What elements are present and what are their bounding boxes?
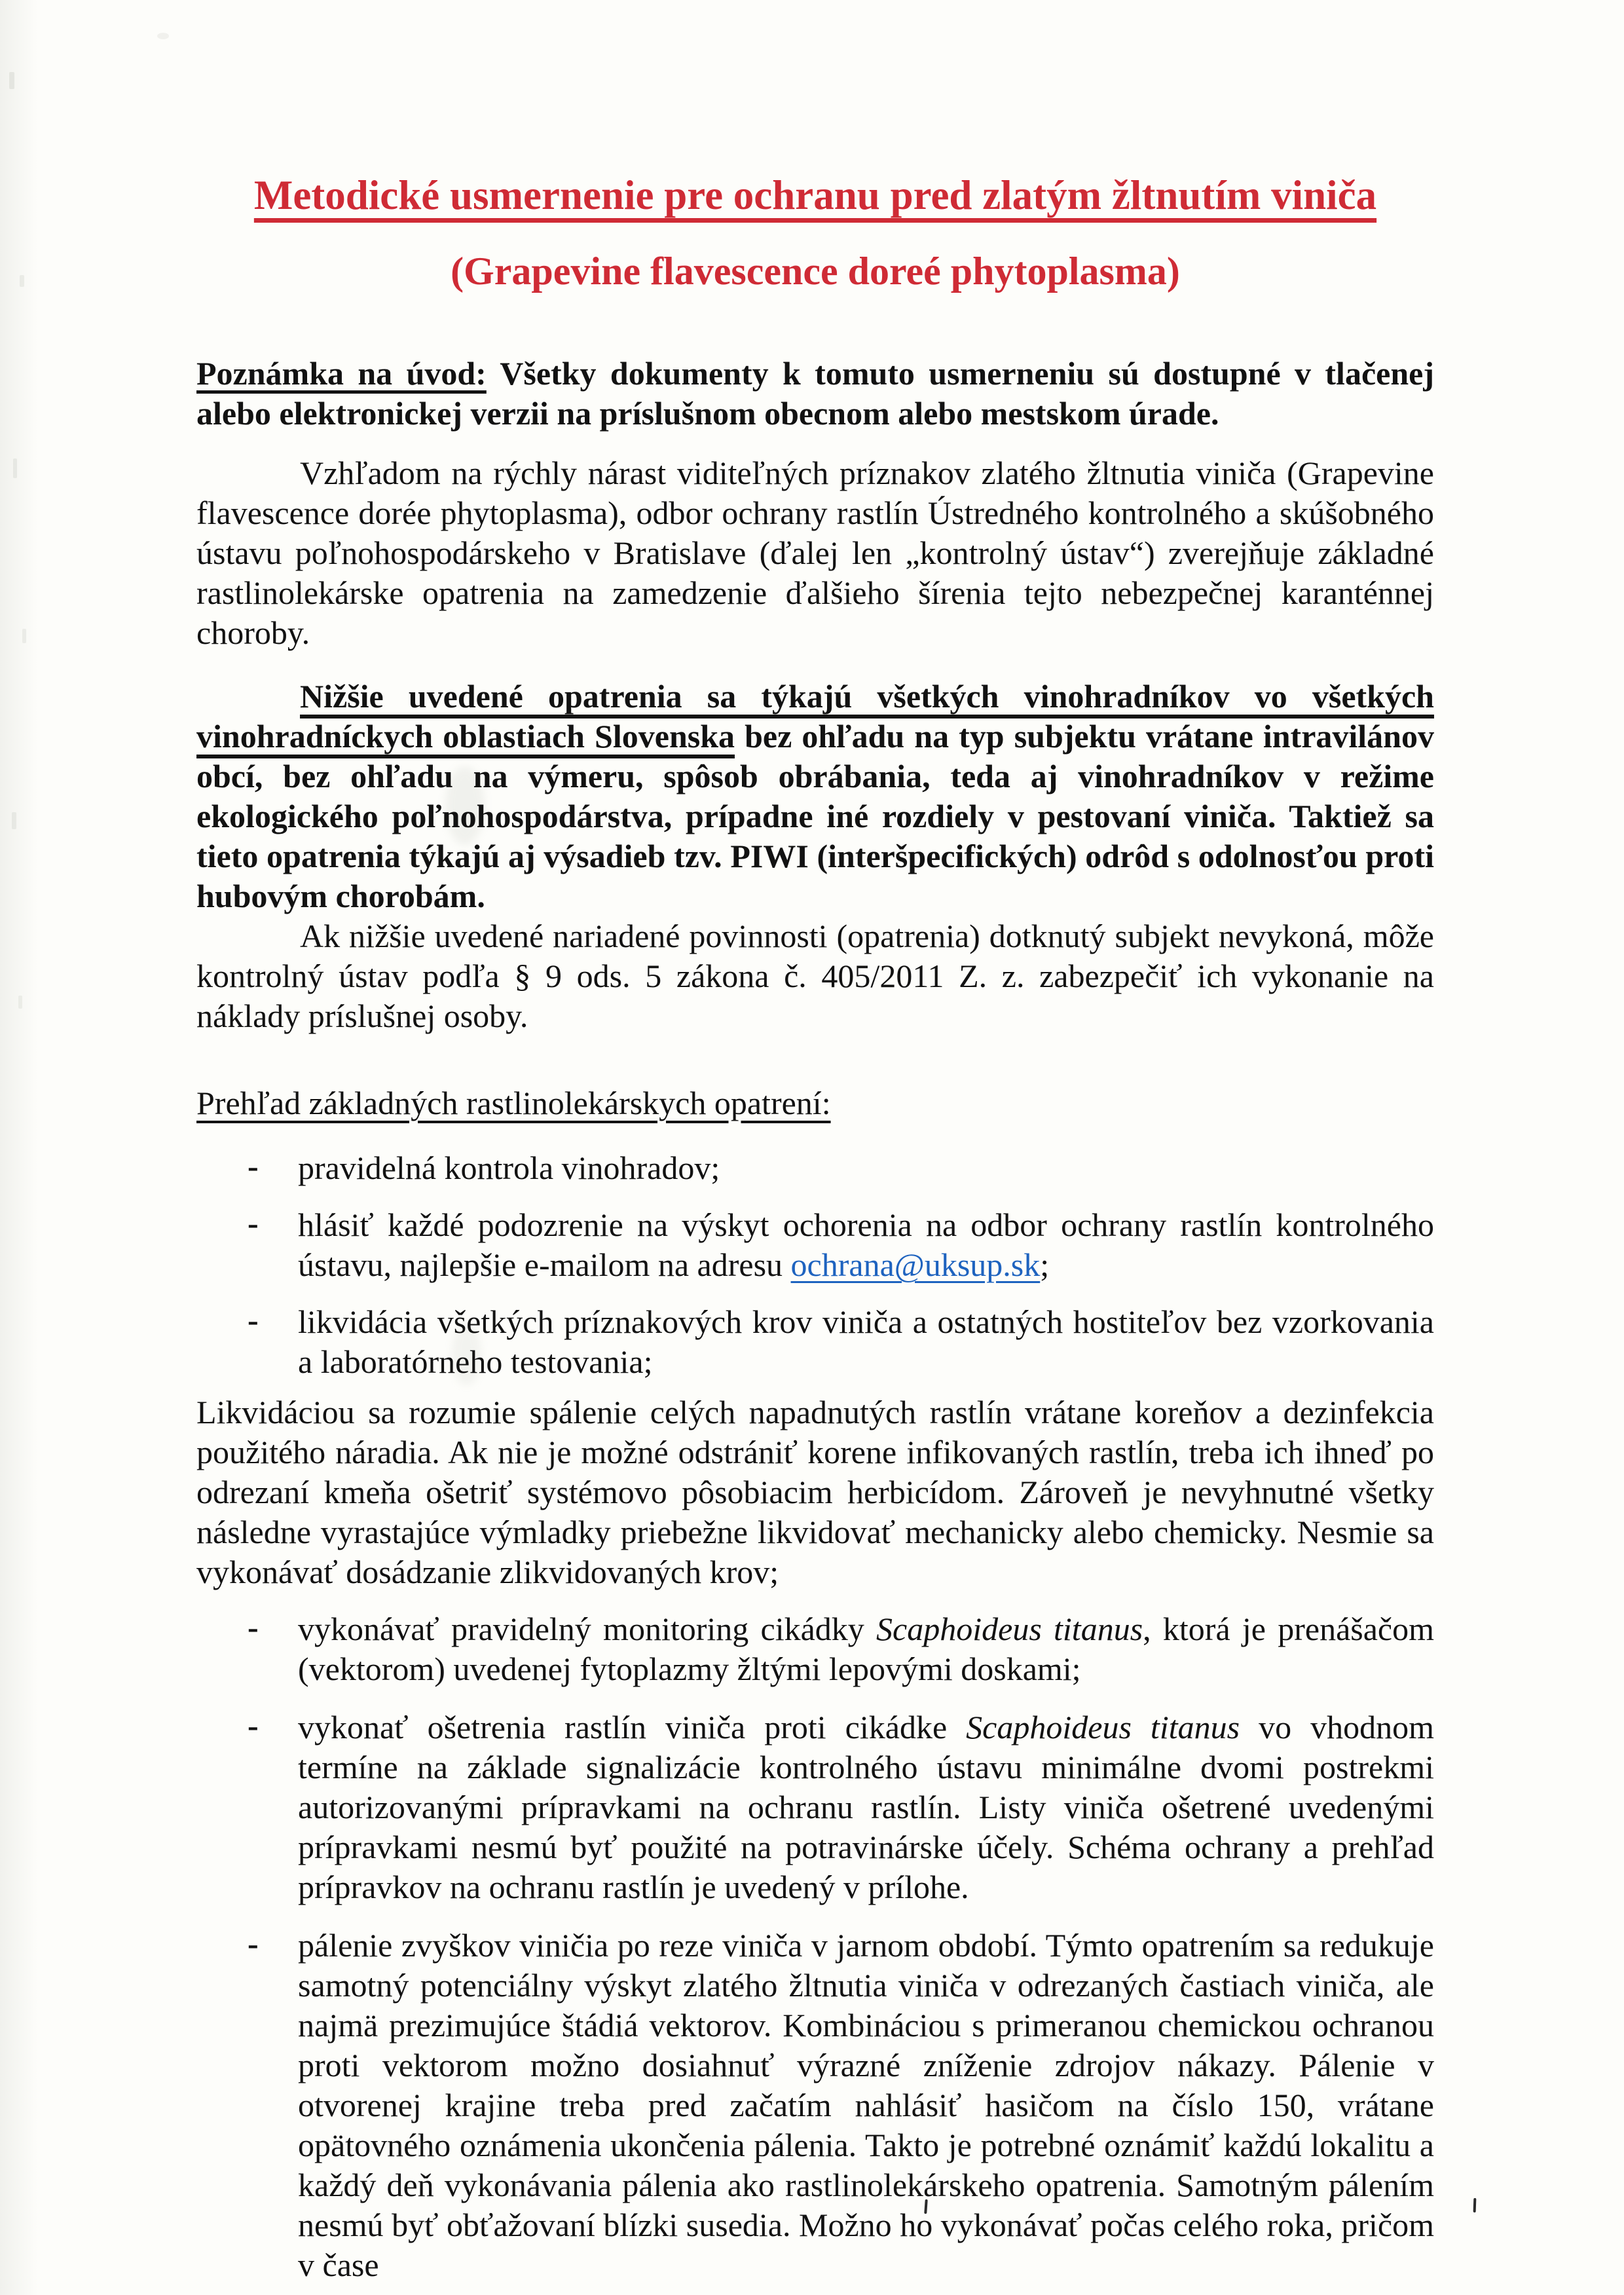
list-item-liquidation xyxy=(196,1302,1434,1382)
email-link[interactable]: ochrana@uksup.sk xyxy=(790,1246,1041,1283)
species-name: Scaphoideus titanus xyxy=(876,1611,1143,1647)
section-heading xyxy=(196,1083,1434,1123)
list-item-regular-control xyxy=(196,1148,1434,1188)
enforcement-paragraph: Ak nižšie uvedené nariadené povinnosti (opatrenia) dotknutý subjekt nevykoná, môže kontrolný ústav podľa § 9 ods. 5 zákona č. 405/2011 Z. z. zabezpečiť ich vykonanie na náklady príslušnej osoby. xyxy=(196,918,1434,1034)
list-item-treatment xyxy=(196,1707,1434,1907)
bullet-dash: - xyxy=(248,1925,259,1962)
document-subtitle: (Grapevine flavescence doreé phytoplasma) xyxy=(451,250,1180,293)
liquidation-paragraph: Likvidáciou sa rozumie spálenie celých napadnutých rastlín vrátane koreňov a dezinfekcia použitého náradia. Ak nie je možné odstrániť korene infikovaných rastlín, treba ich ihneď po odrezaní kmeňa ošetriť systémovo pôsobiacim herbicídom. Zároveň je nevyhnutné všetky následne vyrastajúce výmladky priebežne likvidovať mechanicky alebo chemicky. Nesmie sa vykonávať dosádzanie zlikvidovaných krov; xyxy=(196,1394,1434,1590)
list-item-text: vykonať ošetrenia rastlín viniča proti cikádke xyxy=(298,1709,967,1745)
document-content xyxy=(196,0,1434,2285)
scan-tick xyxy=(1473,2198,1477,2212)
list-item-text: pálenie zvyškov viničia po reze viniča v jarnom období. Týmto opatrením sa redukuje samotný potenciálny výskyt zlatého žltnutia viniča v odrezaných častiach viniča, ale najmä prezimujúce štádiá vektorov. Kombináciou s primeranou chemickou ochranou proti vektorom možno dosiahnuť výrazné zníženie zdrojov nákazy. Pálenie v otvorenej krajine treba pred začatím nahlásiť hasičom na číslo 150, vrátane opätovného oznámenia ukončenia pálenia. Takto je potrebné oznámiť každú lokalitu a každý deň vykonávania pálenia ako rastlinolekárskeho opatrenia. Samotným pálením nesmú byť obťažovaní blízki susedia. Možno ho vykonávať počas celého roka, pričom v čase xyxy=(298,1927,1434,2283)
scope-paragraph xyxy=(196,677,1434,916)
list-item-text: pravidelná kontrola vinohradov; xyxy=(298,1149,720,1186)
list-item-text: likvidácia všetkých príznakových krov viniča a ostatných hostiteľov bez vzorkovania a laboratórneho testovania; xyxy=(298,1303,1434,1380)
scan-artifact xyxy=(157,33,169,39)
scan-artifact xyxy=(18,996,22,1009)
document-title xyxy=(196,172,1434,219)
species-name: Scaphoideus titanus xyxy=(966,1709,1240,1745)
list-item-text: hlásiť každé podozrenie na výskyt ochorenia na odbor ochrany rastlín kontrolného ústavu, najlepšie e-mailom na adresu xyxy=(298,1206,1434,1283)
list-item-monitoring xyxy=(196,1609,1434,1689)
note-paragraph xyxy=(196,354,1434,434)
intro-paragraph: Vzhľadom na rýchly nárast viditeľných príznakov zlatého žltnutia viniča (Grapevine flavescence dorée phytoplasma), odbor ochrany rastlín Ústredného kontrolného a skúšobného ústavu poľnohospodárskeho v Bratislave (ďalej len „kontrolný ústav“) zverejňuje základné rastlinolekárske opatrenia na zamedzenie ďalšieho šírenia tejto nebezpečnej karanténnej choroby. xyxy=(196,455,1434,651)
list-item-text: vykonávať pravidelný monitoring cikádky xyxy=(298,1611,877,1647)
scan-artifact xyxy=(9,72,14,89)
scan-edge-shadow xyxy=(0,0,38,2295)
bullet-dash: - xyxy=(248,1301,259,1338)
bullet-dash: - xyxy=(248,1707,259,1744)
section-heading-text: Prehľad základných rastlinolekárskych opatrení: xyxy=(196,1085,831,1121)
scan-artifact xyxy=(12,812,16,829)
scan-artifact xyxy=(22,629,26,643)
note-text: Všetky dokumenty k tomuto usmerneniu sú dostupné v tlačenej alebo elektronickej verzii na príslušnom obecnom alebo mestskom úrade. xyxy=(196,355,1434,432)
list-item-text-end: , ktorá je prenášačom (vektorom) uvedenej fytoplazmy žltými lepovými doskami; xyxy=(298,1611,1434,1687)
bullet-dash: - xyxy=(248,1204,259,1241)
scope-underlined-text: Nižšie uvedené opatrenia sa týkajú všetkých vinohradníkov vo všetkých vinohradníckych oblastiach Slovenska xyxy=(196,678,1434,755)
list-item-text-end: ; xyxy=(1040,1246,1050,1283)
document-title-text: Metodické usmernenie pre ochranu pred zlatým žltnutím viniča xyxy=(253,172,1377,218)
scan-artifact xyxy=(13,458,17,478)
list-item-burning xyxy=(196,1926,1434,2285)
list-item-report-suspicion xyxy=(196,1205,1434,1285)
scan-artifact xyxy=(20,275,24,287)
scope-rest-text: bez ohľadu na typ subjektu vrátane intravilánov obcí, bez ohľadu na výmeru, spôsob obrábania, teda aj vinohradníkov v režime ekologického poľnohospodárstva, prípadne iné rozdiely v pestovaní viniča. Taktiež sa tieto opatrenia týkajú aj výsadieb tzv. PIWI (interšpecifických) odrôd s odolnosťou proti hubovým chorobám. xyxy=(196,718,1434,914)
list-item-text-end: vo vhodnom termíne na základe signalizácie kontrolného ústavu minimálne dvomi postrekmi autorizovanými prípravkami na ochranu rastlín. Listy viniča ošetrené uvedenými prípravkami nesmú byť použité na potravinárske účely. Schéma ochrany a prehľad prípravkov na ochranu rastlín je uvedený v prílohe. xyxy=(298,1709,1434,1905)
bullet-dash: - xyxy=(248,1609,259,1645)
note-label: Poznámka na úvod: xyxy=(196,355,487,392)
bullet-dash: - xyxy=(248,1148,259,1184)
